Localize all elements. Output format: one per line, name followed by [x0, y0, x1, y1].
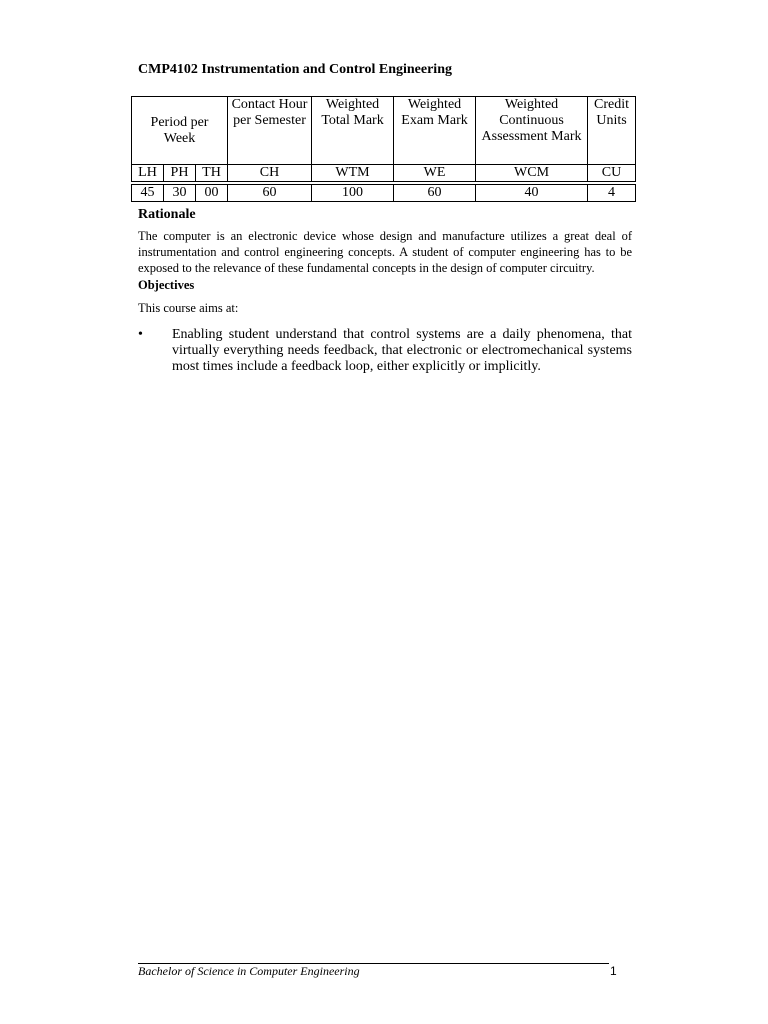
table-cell: 30 [164, 185, 196, 202]
page-number: 1 [610, 964, 617, 978]
weighted-continuous-assessment-header: Weighted Continuous Assessment Mark [476, 97, 588, 165]
objective-item-text: Enabling student understand that control systems are a daily phenomena, that virtually everything needs feedback, that electronic or electromechanical systems most times include a feedback loop, either explicitly or implicitly. [172, 327, 632, 374]
contact-hour-header: Contact Hour per Semester [228, 97, 312, 165]
table-cell: WCM [476, 165, 588, 182]
bullet-icon: • [138, 327, 143, 342]
table-row-codes [132, 165, 636, 182]
objectives-intro: This course aims at: [138, 301, 239, 315]
rationale-paragraph: The computer is an electronic device whose design and manufacture utilizes a great deal of instrumentation and control engineering concepts. A student of computer engineering has to be exposed to the relevance of these fundamental concepts in the design of computer circuitry. [138, 229, 632, 275]
objectives-heading: Objectives [138, 278, 195, 292]
table-cell: 40 [476, 185, 588, 202]
table-cell: 100 [312, 185, 394, 202]
table-cell: 00 [196, 185, 228, 202]
table-cell: 60 [228, 185, 312, 202]
table-cell: CU [588, 165, 636, 182]
weighted-total-mark-header: Weighted Total Mark [312, 97, 394, 165]
course-info-table [131, 96, 636, 202]
list-item [138, 327, 632, 375]
table-cell: PH [164, 165, 196, 182]
table-cell: 45 [132, 185, 164, 202]
table-cell: CH [228, 165, 312, 182]
table-cell: 60 [394, 185, 476, 202]
table-row-values [132, 185, 636, 202]
rationale-heading: Rationale [138, 207, 196, 222]
credit-units-header: Credit Units [588, 97, 636, 165]
period-per-week-header: Period per Week [132, 97, 228, 165]
weighted-exam-mark-header: Weighted Exam Mark [394, 97, 476, 165]
table-cell: 4 [588, 185, 636, 202]
table-cell: WTM [312, 165, 394, 182]
footer-text: Bachelor of Science in Computer Engineering [138, 964, 360, 978]
course-title: CMP4102 Instrumentation and Control Engineering [138, 62, 452, 77]
table-cell: TH [196, 165, 228, 182]
table-cell: LH [132, 165, 164, 182]
table-cell: WE [394, 165, 476, 182]
